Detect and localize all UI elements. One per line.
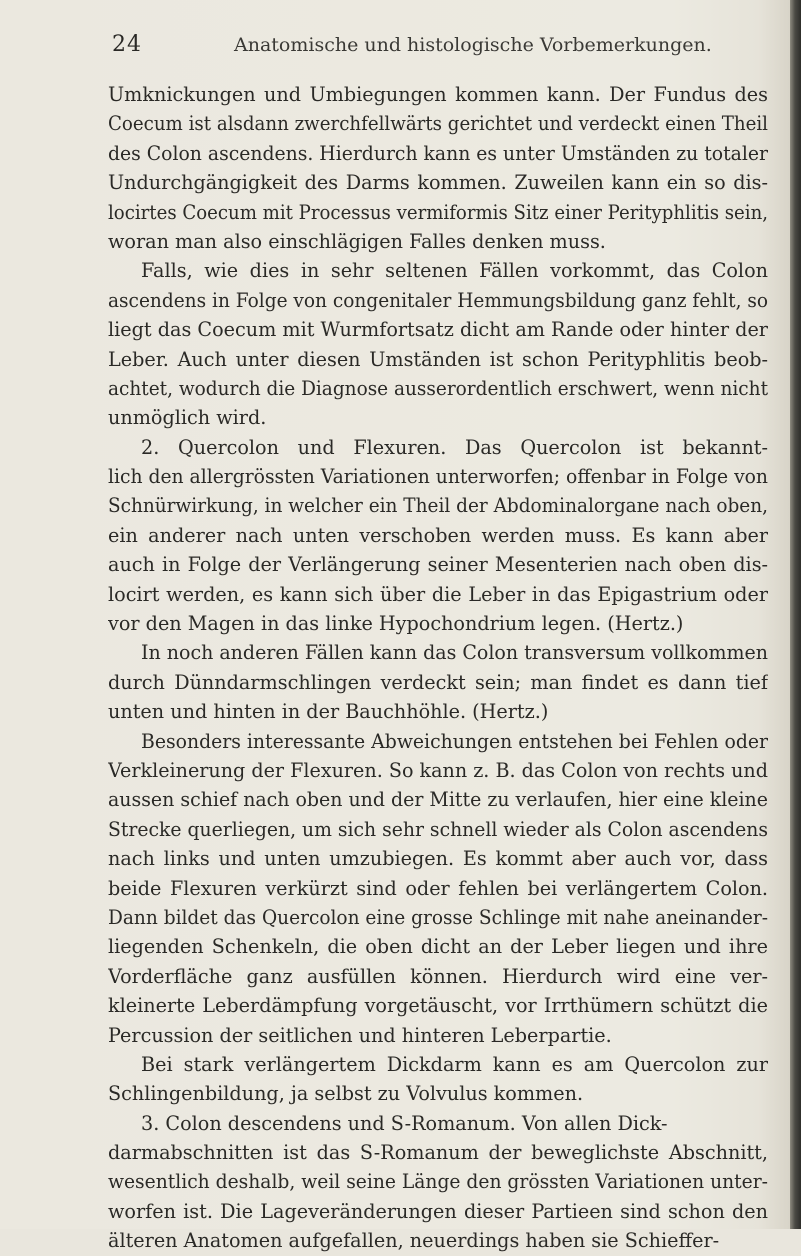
- text-line: auch in Folge der Verlängerung seiner Mesenterien nach oben dis-: [108, 553, 768, 577]
- text-line: Percussion der seitlichen und hinteren Leberpartie.: [108, 1023, 612, 1047]
- text-line: unten und hinten in der Bauchhöhle. (Hertz.): [108, 700, 549, 724]
- text-line: beide Flexuren verkürzt sind oder fehlen bei verlängertem Colon.: [108, 876, 768, 900]
- text-line: Strecke querliegen, um sich sehr schnell wieder als Colon ascendens: [108, 817, 768, 841]
- text-line: Undurchgängigkeit des Darms kommen. Zuweilen kann ein so dis-: [108, 171, 768, 195]
- page-number: 24: [112, 32, 142, 57]
- text-line: liegenden Schenkeln, die oben dicht an der Leber liegen und ihre: [108, 935, 768, 959]
- text-line: Verkleinerung der Flexuren. So kann z. B. das Colon von rechts und: [108, 758, 768, 782]
- text-line: Besonders interessante Abweichungen entstehen bei Fehlen oder: [141, 729, 768, 753]
- text-line: darmabschnitten ist das S-Romanum der beweglichste Abschnitt,: [108, 1141, 768, 1165]
- text-line: In noch anderen Fällen kann das Colon transversum vollkommen: [141, 641, 768, 665]
- text-line: Vorderfläche ganz ausfüllen können. Hierdurch wird eine ver-: [108, 964, 768, 988]
- text-line: locirt werden, es kann sich über die Leber in das Epigastrium oder: [108, 582, 768, 606]
- text-line: liegt das Coecum mit Wurmfortsatz dicht am Rande oder hinter der: [108, 318, 768, 342]
- text-line: Umknickungen und Umbiegungen kommen kann. Der Fundus des: [108, 83, 768, 106]
- text-line: Bei stark verlängertem Dickdarm kann es am Quercolon zur: [141, 1052, 768, 1076]
- text-line: aussen schief nach oben und der Mitte zu verlaufen, hier eine kleine: [108, 788, 768, 812]
- text-line: 3. Colon descendens und S-Romanum. Von allen Dick-: [141, 1111, 668, 1135]
- text-line: Schnürwirkung, in welcher ein Theil der Abdominalorgane nach oben,: [108, 494, 768, 518]
- text-line: lich den allergrössten Variationen unterworfen; offenbar in Folge von: [108, 465, 768, 489]
- text-line: woran man also einschlägigen Falles denken muss.: [108, 229, 606, 253]
- text-line: nach links und unten umzubiegen. Es kommt aber auch vor, dass: [108, 847, 768, 871]
- text-line: des Colon ascendens. Hierdurch kann es unter Umständen zu totaler: [108, 141, 768, 165]
- page-header: [0, 30, 790, 60]
- text-line: Dann bildet das Quercolon eine grosse Schlinge mit nahe aneinander-: [108, 905, 768, 929]
- text-line: 2. Quercolon und Flexuren. Das Quercolon ist bekannt-: [141, 435, 768, 459]
- text-line: locirtes Coecum mit Processus vermiformis Sitz einer Perityphlitis sein,: [108, 200, 768, 224]
- text-line: Leber. Auch unter diesen Umständen ist schon Perityphlitis beob-: [108, 347, 768, 371]
- running-title: Anatomische und histologische Vorbemerkungen.: [234, 34, 712, 56]
- text-line: achtet, wodurch die Diagnose ausserordentlich erschwert, wenn nicht: [108, 376, 768, 400]
- text-line: Falls, wie dies in sehr seltenen Fällen vorkommt, das Colon: [141, 259, 768, 283]
- text-line: unmöglich wird.: [108, 406, 267, 430]
- text-line: älteren Anatomen aufgefallen, neuerdings haben sie Schieffer-: [108, 1229, 720, 1253]
- text-line: Coecum ist alsdann zwerchfellwärts gerichtet und verdeckt einen Theil: [108, 112, 768, 136]
- text-line: Schlingenbildung, ja selbst zu Volvulus kommen.: [108, 1082, 584, 1106]
- text-line: worfen ist. Die Lageveränderungen dieser Partieen sind schon den: [108, 1199, 768, 1223]
- body-text: [108, 80, 768, 1256]
- text-line: wesentlich deshalb, weil seine Länge den grössten Variationen unter-: [108, 1170, 768, 1194]
- text-line: kleinerte Leberdämpfung vorgetäuscht, vor Irrthümern schützt die: [108, 994, 768, 1018]
- text-line: durch Dünndarmschlingen verdeckt sein; man findet es dann tief: [108, 670, 768, 694]
- text-line: ascendens in Folge von congenitaler Hemmungsbildung ganz fehlt, so: [108, 288, 768, 312]
- page-edge-shadow: [790, 0, 801, 1229]
- text-line: ein anderer nach unten verschoben werden muss. Es kann aber: [108, 523, 768, 547]
- text-line: vor den Magen in das linke Hypochondrium legen. (Hertz.): [108, 612, 684, 636]
